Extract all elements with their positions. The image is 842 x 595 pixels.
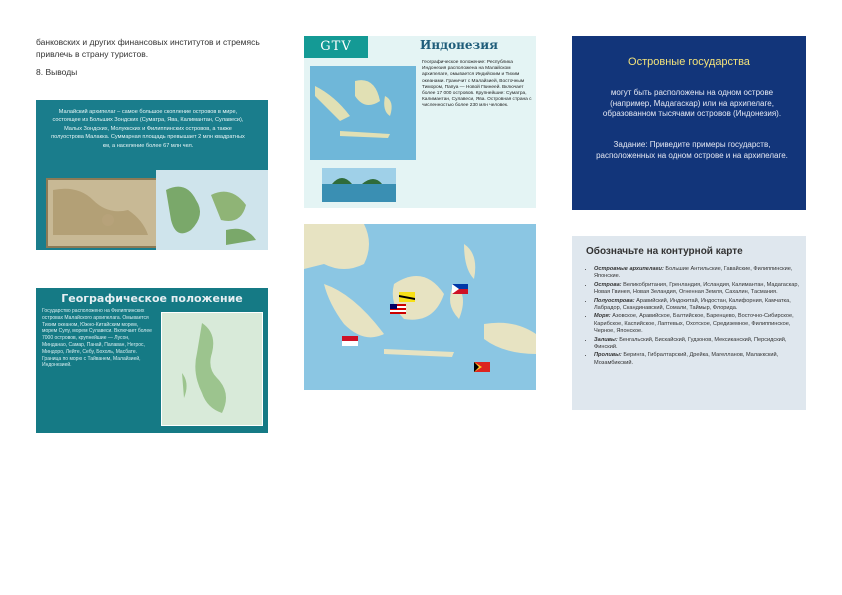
task-list — [586, 266, 804, 368]
list-item-label: Полуострова: — [594, 297, 635, 304]
old-map-drawing — [48, 180, 154, 242]
relief-map-image — [156, 170, 268, 250]
slide-malay-archipelago — [36, 100, 268, 250]
list-item-text: Большие Антильские, Гавайские, Филиппинские, Японские. — [594, 266, 793, 280]
slide-region-map — [304, 224, 536, 390]
indonesia-map-image — [310, 66, 416, 160]
slide6-title: Обозначьте на контурной карте — [586, 246, 743, 257]
region-map-drawing — [304, 224, 536, 390]
list-item-text: Беринга, Гибралтарский, Дрейка, Магелланов, Малаккский, Мозамбикский. — [594, 352, 779, 366]
flag-brunei-icon — [399, 292, 415, 302]
list-item — [594, 266, 804, 281]
list-item-text: Аравийский, Индокитай, Индостан, Калифорния, Камчатка, Лабрадор, Скандинавский, Сомали, Таймыр, Флорида. — [594, 297, 791, 312]
list-item-label: Заливы: — [594, 336, 618, 343]
gtv-logo: GTV — [304, 36, 368, 58]
philippines-map-drawing — [162, 313, 262, 425]
list-item — [594, 298, 804, 313]
list-item — [594, 352, 804, 367]
slide-contour-map-task — [572, 236, 806, 410]
slide3-text: Географическое положение: Республика Индонезия расположена на Малайском архипелаге, омывается Индийским и Тихим океанами. Граничит с Малайзией, Восточным Тимором, Папуа — Новой Гвинеей. Включает более 17 000 островов. Крупнейшие: Суматра, Калимантан, Сулавеси, Ява. Островная страна с численностью более 230 млн человек. — [422, 60, 532, 109]
slide5-title: Островные государства — [628, 56, 750, 68]
slide-island-states — [572, 36, 806, 210]
slide2-text: Государство расположено на Филиппинских островах Малайского архипелага. Омывается Тихим океаном, Южно-Китайским морем, морем Сулу, морем Сулавеси. Включает более 7000 островов, крупнейшие — Лусон, Минданао, Самар, Панай, Палаван, Негрос, Миндоро, Лейте, Себу, Бохоль, Масбате. Граница по морю с Тайванем, Малайзией, Индонезией. — [42, 308, 152, 369]
list-item — [594, 282, 804, 297]
slide1-text: Малайский архипелаг – самое большое скопление островов в мире, состоящее из Больших Зондских (Суматра, Ява, Калимантан, Сулавеси), Малых Зондских, Молуккских и Филиппинских островов, а также полуострова Малакка. Суммарная площадь превышает 2 млн квадратных км, а население более 67 млн чел. — [51, 109, 245, 149]
list-item-text: Азовское, Аравийское, Балтийское, Баренцево, Восточно-Сибирское, Карибское, Каспийское, Лаптевых, Охотское, Средиземное, Филиппинское, Черное, Японское. — [594, 313, 794, 335]
intro-line2: 8. Выводы — [36, 67, 78, 77]
list-item — [594, 337, 804, 352]
list-item-label: Проливы: — [594, 352, 622, 359]
flag-malaysia-icon — [390, 304, 406, 314]
intro-text — [36, 36, 276, 84]
slide-indonesia — [304, 36, 536, 208]
indonesia-map-drawing — [310, 66, 416, 160]
list-item-text: Бенгальский, Бискайский, Гудзонов, Мексиканский, Персидский, Финский. — [594, 336, 787, 351]
old-map-image — [46, 178, 160, 248]
intro-line1: банковских и других финансовых институтов и стремясь привлечь в страну туристов. — [36, 37, 260, 59]
flag-philippines-icon — [452, 284, 468, 294]
list-item-label: Моря: — [594, 313, 611, 320]
philippines-map-image — [161, 312, 263, 426]
list-item-text: Великобритания, Гренландия, Исландия, Калимантан, Мадагаскар, Новая Гвинея, Новая Зеландия, Огненная Земля, Сахалин, Тасмания. — [594, 281, 800, 296]
list-item-label: Островные архипелаги: — [594, 266, 664, 272]
list-item — [594, 313, 804, 335]
landscape-photo — [322, 168, 396, 202]
flag-timor-icon — [474, 362, 490, 372]
slide5-text: могут быть расположены на одном острове (например, Мадагаскар) или на архипелаге, образованном тысячами островов (Индонезия). — [602, 88, 782, 118]
slide2-title: Географическое положение — [61, 292, 243, 305]
slide5-task: Задание: Приведите примеры государств, расположенных на одном острове и на архипелаге. — [596, 140, 788, 160]
slide-geographic-position — [36, 288, 268, 433]
relief-map-drawing — [156, 170, 268, 250]
list-item-label: Острова: — [594, 281, 622, 288]
slide3-title: Индонезия — [420, 38, 498, 52]
landscape-photo-drawing — [322, 168, 396, 202]
flag-indonesia-icon — [342, 336, 358, 346]
